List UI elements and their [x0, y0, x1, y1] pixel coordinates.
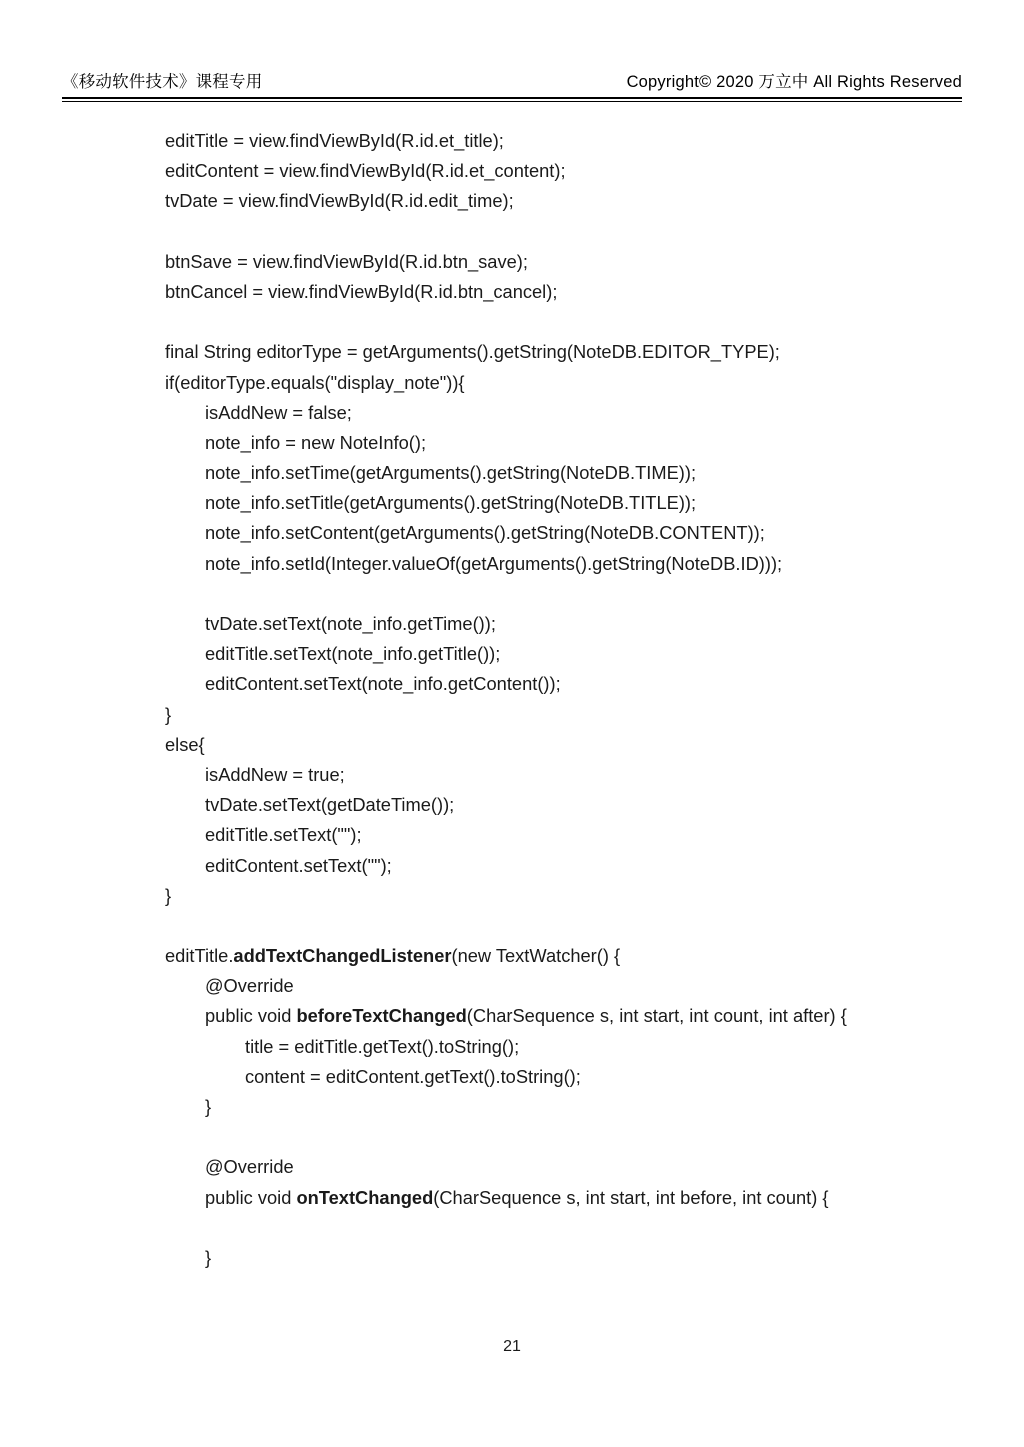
code-line: editTitle.setText(note_info.getTitle());: [205, 643, 501, 665]
code-blank-line: [0, 1122, 1024, 1152]
code-line: tvDate.setText(getDateTime());: [205, 794, 455, 816]
code-blank-line: [0, 911, 1024, 941]
code-line: editTitle.setText("");: [205, 824, 362, 846]
code-blank-line: [0, 1213, 1024, 1243]
code-line: final String editorType = getArguments().getString(NoteDB.EDITOR_TYPE);: [165, 341, 780, 363]
code-line: else{: [165, 733, 205, 755]
code-line: btnCancel = view.findViewById(R.id.btn_cancel);: [165, 280, 558, 302]
code-line: isAddNew = false;: [205, 401, 352, 423]
code-keyword: onTextChanged: [296, 1186, 434, 1208]
code-line: note_info.setId(Integer.valueOf(getArguments().getString(NoteDB.ID)));: [205, 552, 783, 574]
code-line: note_info.setTitle(getArguments().getString(NoteDB.TITLE));: [205, 492, 697, 514]
header-copyright: Copyright© 2020 万立中 All Rights Reserved: [626, 73, 962, 91]
header-divider-thin-line: [62, 101, 962, 102]
code-line: public void onTextChanged(CharSequence s, int start, int before, int count) {: [205, 1186, 829, 1208]
code-blank-line: [0, 307, 1024, 337]
code-line: content = editContent.getText().toString();: [245, 1065, 581, 1087]
code-keyword: addTextChangedListener: [233, 945, 452, 967]
code-line: public void beforeTextChanged(CharSequence s, int start, int count, int after) {: [205, 1005, 847, 1027]
code-line: editContent.setText("");: [205, 854, 392, 876]
code-line: btnSave = view.findViewById(R.id.btn_save);: [165, 250, 528, 272]
code-line: @Override: [205, 975, 294, 997]
code-listing: [0, 126, 1024, 1273]
page-header: [62, 68, 962, 92]
code-line: note_info.setTime(getArguments().getString(NoteDB.TIME));: [205, 462, 697, 484]
header-course-title: 《移动软件技术》课程专用: [62, 73, 263, 91]
code-blank-line: [0, 579, 1024, 609]
code-line: tvDate = view.findViewById(R.id.edit_time);: [165, 190, 514, 212]
code-line: @Override: [205, 1156, 294, 1178]
code-line: note_info = new NoteInfo();: [205, 431, 427, 453]
header-divider: [62, 97, 962, 102]
code-line: }: [205, 1246, 212, 1268]
code-line: isAddNew = true;: [205, 763, 345, 785]
code-line: note_info.setContent(getArguments().getString(NoteDB.CONTENT));: [205, 522, 765, 544]
code-line: editContent = view.findViewById(R.id.et_content);: [165, 160, 566, 182]
code-line: title = editTitle.getText().toString();: [245, 1035, 520, 1057]
code-line: }: [205, 1096, 212, 1117]
code-line: if(editorType.equals("display_note")){: [165, 371, 465, 393]
code-line: }: [165, 884, 172, 906]
code-line: editTitle.addTextChangedListener(new TextWatcher() {: [165, 945, 621, 967]
code-blank-line: [0, 217, 1024, 247]
code-keyword: beforeTextChanged: [296, 1005, 467, 1027]
code-line: tvDate.setText(note_info.getTime());: [205, 613, 496, 634]
page-number: 21: [503, 1338, 521, 1355]
code-line: }: [165, 703, 172, 725]
code-line: editContent.setText(note_info.getContent());: [205, 673, 561, 695]
code-line: editTitle = view.findViewById(R.id.et_title);: [165, 130, 504, 151]
